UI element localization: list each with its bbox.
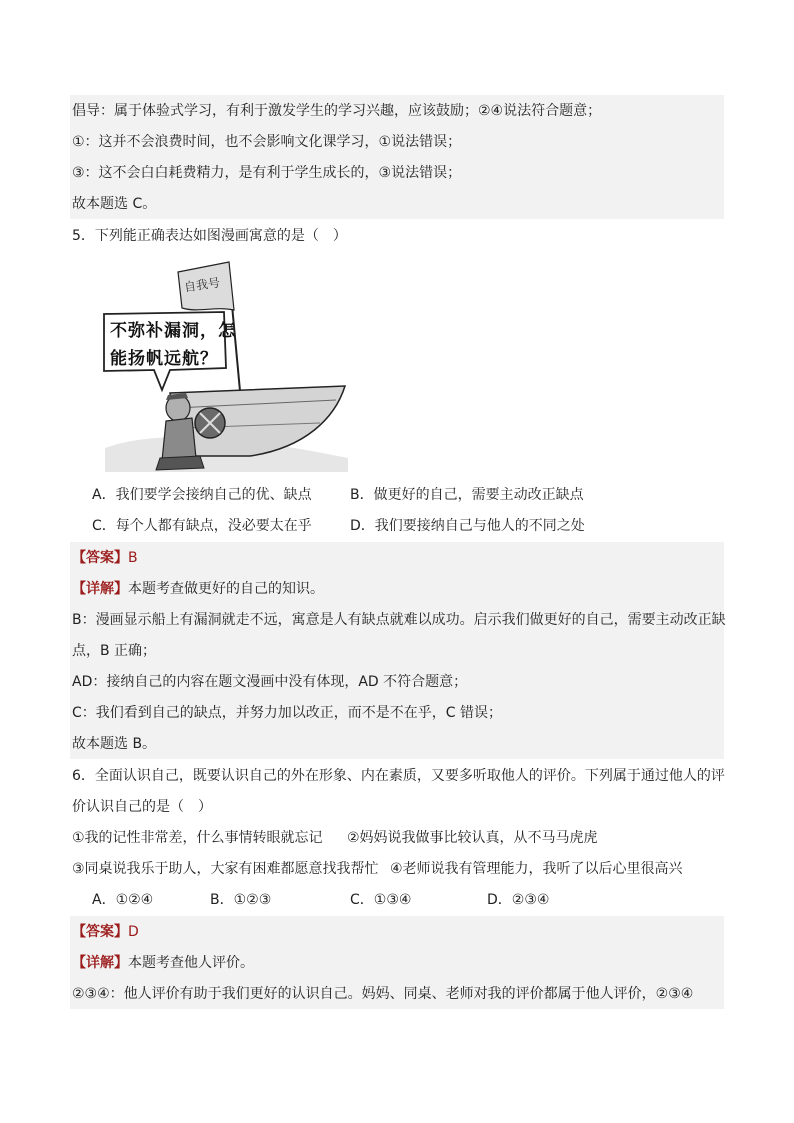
question-6-stem: 6．全面认识自己，既要认识自己的外在形象、内在素质，又要多听取他人的评价。下列属于通过他人的评 [72,768,725,784]
option-c: C．①③④ [350,892,412,908]
analysis-line: AD：接纳自己的内容在题文漫画中没有体现，AD 不符合题意； [72,674,468,690]
detail-text: 本题考查他人评价。 [128,955,254,971]
analysis-line: 倡导：属于体验式学习，有利于激发学生的学习兴趣，应该鼓励；②④说法符合题意； [72,103,602,119]
flag-text: 自我号 [183,275,221,295]
question-6-stem: 价认识自己的是（ ） [72,799,212,815]
detail-line [72,579,324,599]
option-b: B．做更好的自己，需要主动改正缺点 [350,487,584,503]
analysis-line: 故本题选 B。 [72,736,157,752]
answer-label: 【答案】 [72,924,128,940]
speech-bubble-line: 不弥补漏洞，怎 [110,321,236,341]
option-d: D．②③④ [487,892,550,908]
answer-value: B [128,550,138,566]
answer-band [70,728,724,759]
analysis-line: B：漫画显示船上有漏洞就走不远，寓意是人有缺点就难以成功。启示我们做更好的自己，需要主动改正缺 [72,612,726,628]
statement-item: ③同桌说我乐于助人，大家有困难都愿意找我帮忙 [72,861,379,877]
speech-bubble-line: 能扬帆远航？ [110,349,218,369]
detail-label: 【详解】 [72,955,128,971]
statement-item: ①我的记性非常差，什么事情转眼就忘记 [72,830,323,846]
analysis-line: C：我们看到自己的缺点，并努力加以改正，而不是不在乎，C 错误； [72,705,502,721]
analysis-line: ②③④：他人评价有助于我们更好的认识自己。妈妈、同桌、老师对我的评价都属于他人评价，②③④ [72,986,694,1002]
detail-line [72,953,254,973]
question-5-stem: 5．下列能正确表达如图漫画寓意的是（ ） [72,228,347,244]
analysis-line: ①：这并不会浪费时间，也不会影响文化课学习，①说法错误； [72,134,462,150]
cartoon-image [100,258,350,472]
answer-value: D [128,924,139,940]
answer-line [72,548,138,568]
option-b: B．①②③ [210,892,272,908]
answer-label: 【答案】 [72,550,128,566]
detail-label: 【详解】 [72,581,128,597]
option-d: D．我们要接纳自己与他人的不同之处 [350,518,585,534]
analysis-line: 点，B 正确； [72,643,157,659]
statement-item: ②妈妈说我做事比较认真，从不马马虎虎 [347,830,598,846]
detail-text: 本题考查做更好的自己的知识。 [128,581,324,597]
option-c: C．每个人都有缺点，没必要太在乎 [92,518,312,534]
option-a: A．我们要学会接纳自己的优、缺点 [92,487,312,503]
analysis-line: 故本题选 C。 [72,196,157,212]
analysis-line: ③：这不会白白耗费精力，是有利于学生成长的，③说法错误； [72,165,462,181]
option-a: A．①②④ [92,892,154,908]
answer-band [70,916,724,947]
statement-item: ④老师说我有管理能力，我听了以后心里很高兴 [390,861,683,877]
answer-line [72,922,139,942]
answer-band [70,542,724,573]
answer-band [70,188,724,219]
